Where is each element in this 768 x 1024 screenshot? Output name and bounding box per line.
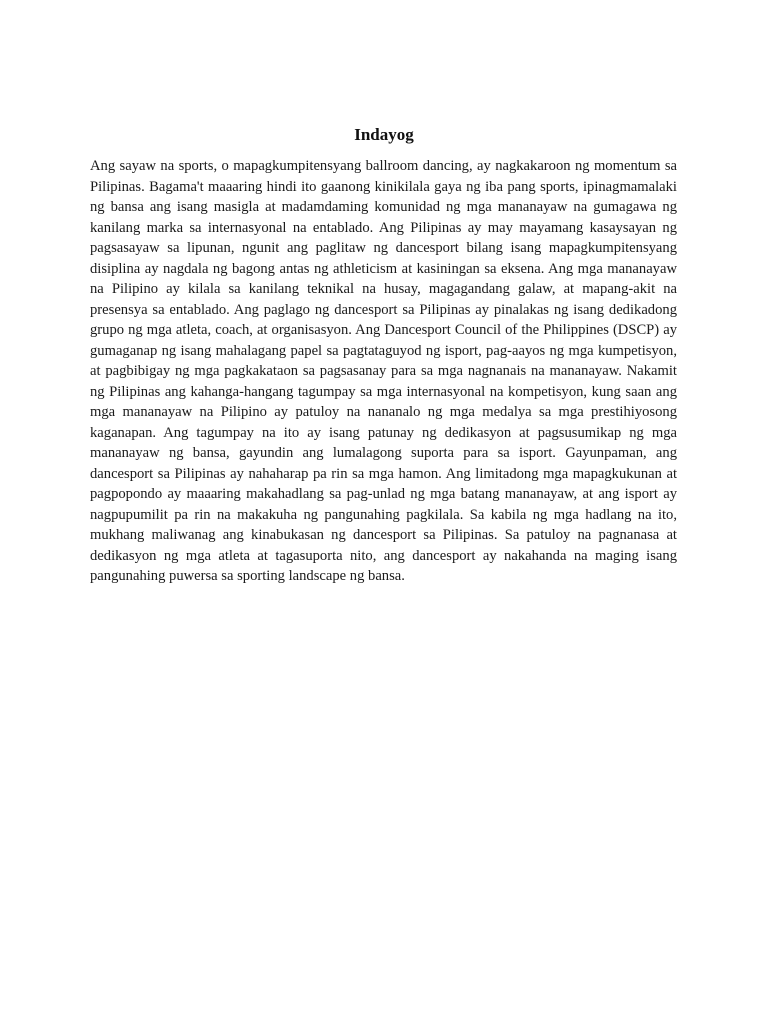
document-body-paragraph: Ang sayaw na sports, o mapagkumpitensyang ballroom dancing, ay nagkakaroon ng momentum sa Pilipinas. Bagama't maaaring hindi ito gaanong kinikilala gaya ng iba pang sports, ipinagmamalaki ng bansa ang isang masigla at madamdaming komunidad ng mga mananayaw na gumagawa ng kanilang marka sa internasyonal na entablado. Ang Pilipinas ay may mayamang kasaysayan ng pagsasayaw sa lipunan, ngunit ang paglitaw ng dancesport bilang isang mapagkumpitensyang disiplina ay nagdala ng bagong antas ng athleticism at kasiningan sa eksena. Ang mga mananayaw na Pilipino ay kilala sa kanilang teknikal na husay, magagandang galaw, at mapang-akit na presensya sa entablado. Ang paglago ng dancesport sa Pilipinas ay pinalakas ng isang dedikadong grupo ng mga atleta, coach, at organisasyon. Ang Dancesport Council of the Philippines (DSCP) ay gumaganap ng isang mahalagang papel sa pagtataguyod ng isport, pag-aayos ng mga kumpetisyon, at pagbibigay ng mga pagkakataon sa pagsasanay para sa mga nagnanais na mananayaw. Nakamit ng Pilipinas ang kahanga-hangang tagumpay sa mga internasyonal na kompetisyon, kung saan ang mga mananayaw na Pilipino ay patuloy na nananalo ng mga medalya sa mga prestihiyosong kaganapan. Ang tagumpay na ito ay isang patunay ng dedikasyon at pagsusumikap ng mga mananayaw ng bansa, gayundin ang lumalagong suporta para sa isport. Gayunpaman, ang dancesport sa Pilipinas ay nahaharap pa rin sa mga hamon. Ang limitadong mga mapagkukunan at pagpopondo ay maaaring makahadlang sa pag-unlad ng mga batang mananayaw, at ang isport ay nagpupumilit pa rin na makakuha ng pangunahing pagkilala. Sa kabila ng mga hadlang na ito, mukhang maliwanag ang kinabukasan ng dancesport sa Pilipinas. Sa patuloy na pagnanasa at dedikasyon ng mga atleta at tagasuporta nito, ang dancesport ay nakahanda na maging isang pangunahing puwersa sa sporting landscape ng bansa. [90,158,677,584]
document-title: Indayog [354,125,414,144]
